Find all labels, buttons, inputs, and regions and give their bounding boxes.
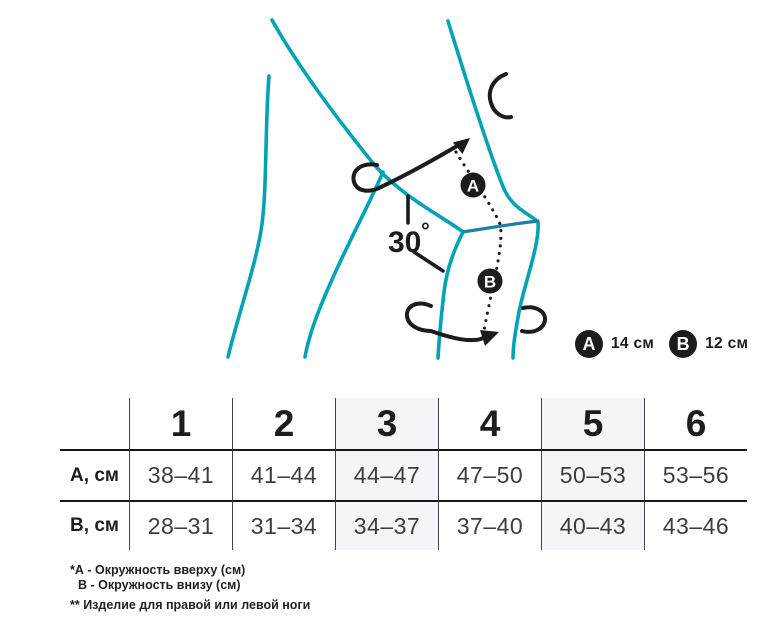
angle-degree-symbol: °	[421, 218, 430, 243]
row-a-size-3: 44–47	[335, 451, 438, 502]
size-column-header-1: 1	[129, 398, 232, 451]
size-column-header-2: 2	[232, 398, 335, 451]
footnote-a: *А - Окружность вверху (см)	[70, 563, 246, 577]
size-column-header-3: 3	[335, 398, 438, 451]
row-a-size-5: 50–53	[541, 451, 644, 502]
legend-b-badge: В	[669, 330, 697, 358]
row-b-size-6: 43–46	[644, 502, 747, 550]
leg-outline	[228, 20, 538, 358]
row-a-size-6: 53–56	[644, 451, 747, 502]
point-a-marker	[461, 173, 486, 198]
point-a-letter: А	[466, 176, 480, 196]
row-a-size-2: 41–44	[232, 451, 335, 502]
point-b-marker	[478, 269, 503, 294]
bent-thigh-top-line	[272, 20, 463, 232]
footnote-b: В - Окружность внизу (см)	[78, 578, 241, 592]
lower-wrap-hook	[522, 307, 545, 332]
legend-b-value: 12 см	[705, 335, 749, 352]
standing-leg-back-line	[228, 76, 269, 357]
size-column-header-6: 6	[644, 398, 747, 451]
row-b-size-5: 40–43	[541, 502, 644, 550]
row-a-size-4: 47–50	[438, 451, 541, 502]
legend-a-value: 14 см	[611, 335, 655, 352]
legend-item-b	[669, 330, 748, 358]
lower-wrap-arrow-arc	[407, 304, 483, 341]
size-table	[60, 398, 747, 550]
row-b-size-4: 37–40	[438, 502, 541, 550]
lower-arrowhead-icon	[480, 330, 499, 346]
measurement-legend	[575, 330, 748, 358]
row-b-size-1: 28–31	[129, 502, 232, 550]
size-column-header-5: 5	[541, 398, 644, 451]
row-a-label: А, см	[60, 451, 129, 502]
row-a-size-1: 38–41	[129, 451, 232, 502]
measurement-footnotes	[70, 563, 245, 593]
row-b-label: В, см	[70, 515, 119, 536]
row-b-size-2: 31–34	[232, 502, 335, 550]
upper-wrap-arrow-arc	[353, 143, 462, 191]
row-b-size-3: 34–37	[335, 502, 438, 550]
standing-leg-front-line	[305, 172, 383, 357]
legend-item-a	[575, 330, 654, 358]
footnote-side-note: ** Изделие для правой или левой ноги	[70, 598, 311, 612]
legend-a-badge: А	[575, 330, 603, 358]
angle-label: 30	[388, 226, 422, 259]
upper-wrap-hook	[490, 74, 511, 117]
size-column-header-4: 4	[438, 398, 541, 451]
point-b-letter: В	[483, 272, 497, 292]
table-corner-cell	[60, 398, 129, 451]
